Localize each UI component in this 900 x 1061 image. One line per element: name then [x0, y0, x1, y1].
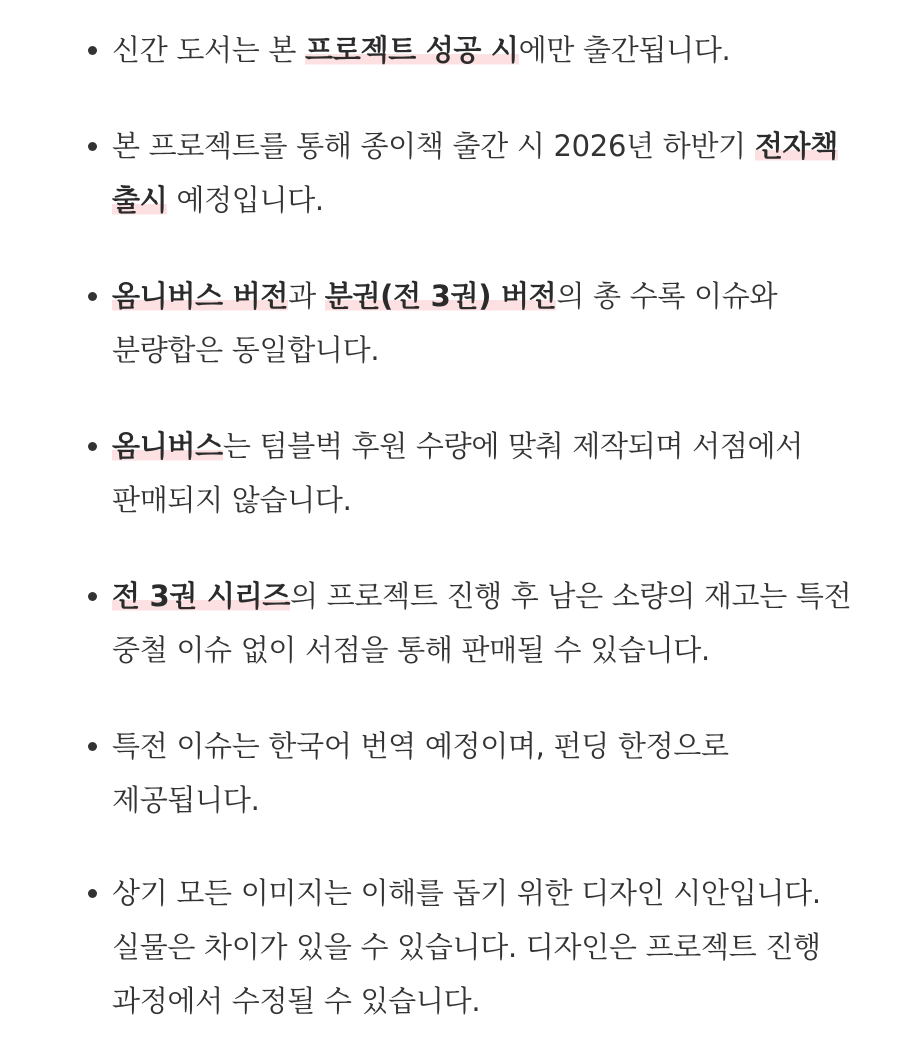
notice-item-4: [112, 419, 877, 527]
highlighted-text: 프로젝트 성공 시: [305, 33, 519, 67]
notice-text: 예정입니다.: [167, 183, 324, 217]
notice-item-6: [112, 719, 877, 827]
notice-text: 의 프로젝트 진행 후 남은 소량의 재고는 특전 중철 이슈 없이 서점을 통해 판매될 수 있습니다.: [112, 579, 852, 667]
notice-item-5: [112, 569, 877, 677]
bullet-icon: [88, 46, 97, 55]
notice-text: 에만 출간됩니다.: [518, 33, 731, 67]
notice-text: 과: [288, 279, 325, 313]
notice-text: 상기 모든 이미지는 이해를 돕기 위한 디자인 시안입니다. 실물은 차이가 있을 수 있습니다. 디자인은 프로젝트 진행 과정에서 수정될 수 있습니다.: [112, 876, 821, 1018]
notice-item-7: [112, 866, 877, 1028]
bullet-icon: [88, 292, 97, 301]
highlighted-text: 전 3권 시리즈: [112, 579, 291, 613]
highlighted-text: 분권(전 3권) 버전: [324, 279, 557, 313]
bullet-icon: [88, 889, 97, 898]
notice-item-2: [112, 119, 877, 227]
notice-text: 본 프로젝트를 통해 종이책 출간 시 2026년 하반기: [112, 129, 755, 163]
notice-item-3: [112, 269, 877, 377]
notice-item-1: [112, 23, 877, 77]
bullet-icon: [88, 142, 97, 151]
highlighted-text: 전자책 출시: [112, 129, 838, 217]
bullet-icon: [88, 742, 97, 751]
bullet-icon: [88, 442, 97, 451]
notice-text: 의 총 수록 이슈와 분량합은 동일합니다.: [112, 279, 778, 367]
highlighted-text: 옴니버스 버전: [112, 279, 289, 313]
bullet-icon: [88, 592, 97, 601]
notice-text: 는 텀블벅 후원 수량에 맞춰 제작되며 서점에서 판매되지 않습니다.: [112, 429, 803, 517]
notice-text: 특전 이슈는 한국어 번역 예정이며, 펀딩 한정으로 제공됩니다.: [112, 729, 729, 817]
notice-text: 신간 도서는 본: [112, 33, 306, 67]
highlighted-text: 옴니버스: [112, 429, 223, 463]
